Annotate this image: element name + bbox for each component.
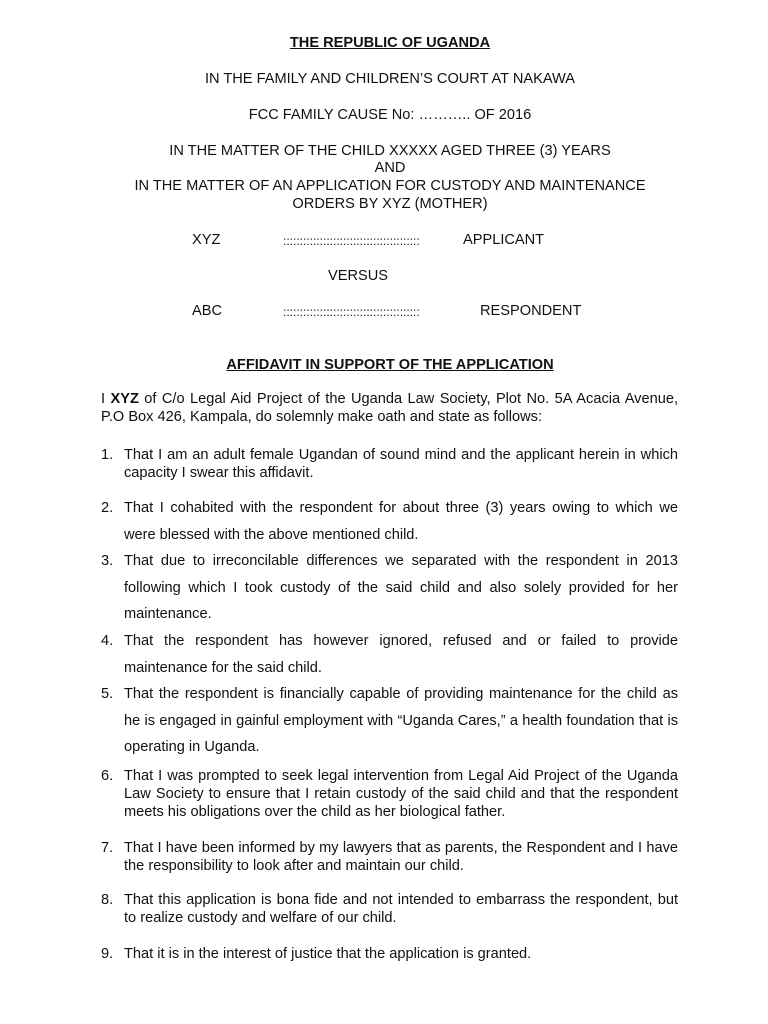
- matter-and: AND: [374, 160, 406, 176]
- item-text: That due to irreconcilable differences we separated with the respondent in 2013 following which I took custody of the said child and also solely provided for her maintenance.: [124, 553, 678, 622]
- item-number: 5.: [101, 686, 114, 702]
- item-text: That the respondent has however ignored, refused and or failed to provide maintenance for the said child.: [124, 633, 678, 676]
- cause-line: FCC FAMILY CAUSE No: ……….. OF 2016: [248, 107, 532, 123]
- item-number: 2.: [101, 500, 114, 516]
- item-text: That the respondent is financially capable of providing maintenance for the child as he is engaged in gainful employment with “Uganda Cares,” a health foundation that is operating in Uganda.: [124, 686, 678, 755]
- item-text: That I have been informed by my lawyers that as parents, the Respondent and I have the responsibility to look after and maintain our child.: [124, 840, 678, 874]
- matter-line-child: IN THE MATTER OF THE CHILD XXXXX AGED THREE (3) YEARS: [169, 143, 611, 159]
- item-text: That I was prompted to seek legal intervention from Legal Aid Project of the Uganda Law Society to ensure that I retain custody of the said child and that the respondent meets his obligations over the child as her biological father.: [124, 768, 678, 820]
- item-text: That this application is bona fide and not intended to embarrass the respondent, but to realize custody and welfare of our child.: [124, 892, 678, 926]
- item-text: That I am an adult female Ugandan of sound mind and the applicant herein in which capacity I swear this affidavit.: [124, 447, 678, 481]
- applicant-role: APPLICANT: [463, 232, 545, 248]
- item-number: 3.: [101, 553, 114, 569]
- matter-line-orders: ORDERS BY XYZ (MOTHER): [292, 196, 488, 212]
- court-line: IN THE FAMILY AND CHILDREN’S COURT AT NAKAWA: [204, 71, 576, 87]
- respondent-dots: :::::::::::::::::::::::::::::::::::::::::: [283, 305, 420, 319]
- item-text: That it is in the interest of justice that the application is granted.: [124, 946, 532, 962]
- item-number: 6.: [101, 768, 114, 784]
- applicant-name: XYZ: [192, 232, 221, 248]
- intro-prefix: I: [101, 391, 111, 407]
- deponent-name: XYZ: [110, 391, 139, 407]
- item-number: 1.: [101, 447, 114, 463]
- item-number: 8.: [101, 892, 114, 908]
- applicant-dots: :::::::::::::::::::::::::::::::::::::::::: [283, 234, 420, 248]
- item-number: 7.: [101, 840, 114, 856]
- matter-line-application: IN THE MATTER OF AN APPLICATION FOR CUSTODY AND MAINTENANCE: [134, 178, 646, 194]
- intro-paragraph: [101, 390, 678, 426]
- item-number: 9.: [101, 946, 114, 962]
- item-text: That I cohabited with the respondent for about three (3) years owing to which we were blessed with the above mentioned child.: [124, 500, 678, 543]
- item-number: 4.: [101, 633, 114, 649]
- respondent-name: ABC: [192, 303, 223, 319]
- affidavit-title: AFFIDAVIT IN SUPPORT OF THE APPLICATION: [226, 357, 554, 373]
- respondent-role: RESPONDENT: [480, 303, 582, 319]
- intro-text: of C/o Legal Aid Project of the Uganda Law Society, Plot No. 5A Acacia Avenue, P.O Box 426, Kampala, do solemnly make oath and state as follows:: [101, 391, 678, 425]
- versus-line: VERSUS: [327, 268, 388, 284]
- republic-heading: THE REPUBLIC OF UGANDA: [289, 35, 491, 51]
